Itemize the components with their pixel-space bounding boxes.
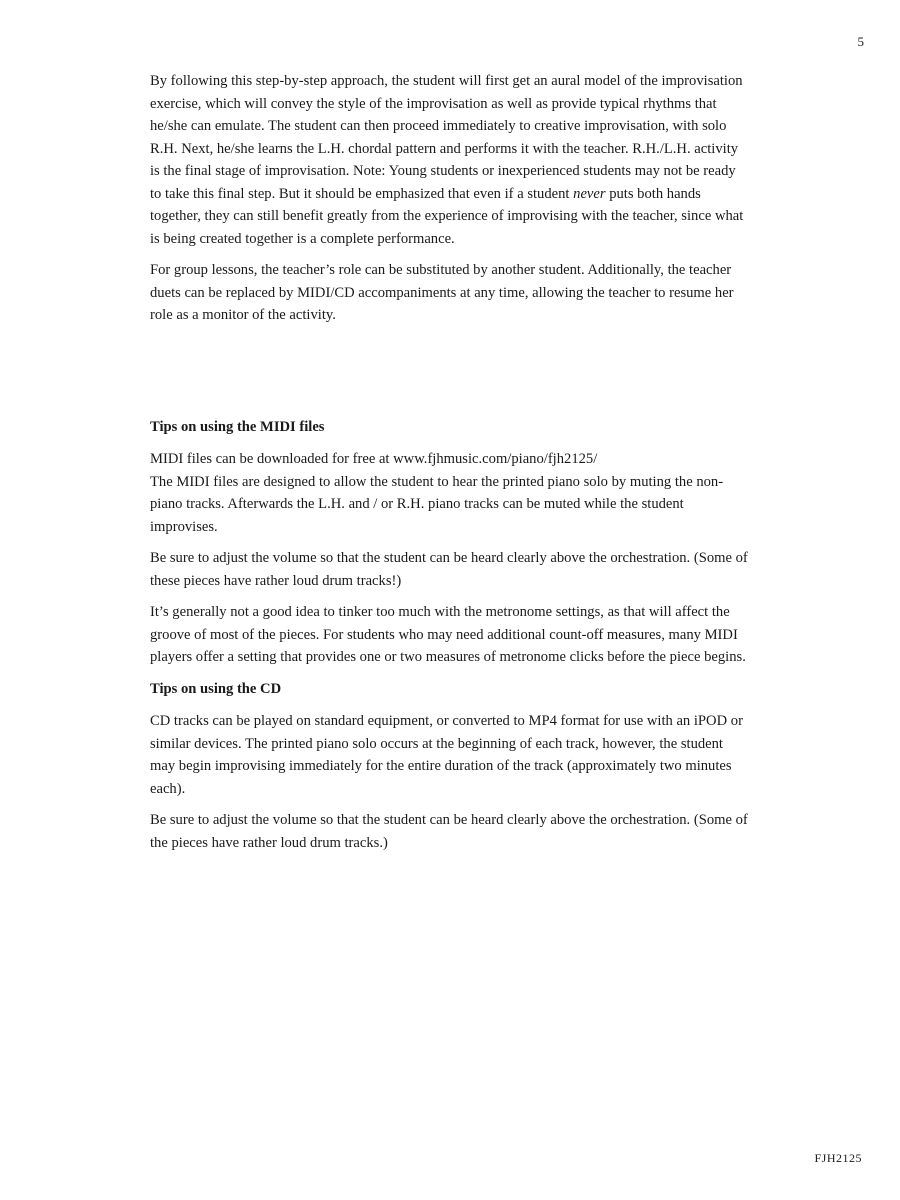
intro-paragraph-1 <box>150 70 750 250</box>
intro-paragraph-2: For group lessons, the teacher’s role can be substituted by another student. Additionally, the teacher duets can be replaced by MIDI/CD accompaniments at any time, allowing the teacher to resume her role as a monitor of the activity. <box>150 262 734 323</box>
intro-paragraph-1-start: By following this step-by-step approach, the student will first get an aural model of the improvisation exercise, which will convey the style of the improvisation as well as provide typical rhythms that he/she can emulate. The student can then proceed immediately to creative improvisation, with solo R.H. Next, he/she learns the L.H. chordal pattern and performs it with the teacher. R.H./L.H. activity is the final stage of improvisation. Note: Young students or inexperienced students may not be ready to take this final step. But it should be emphasized that even if a student <box>150 73 743 202</box>
midi-download-line: MIDI files can be downloaded for free at www.fjhmusic.com/piano/fjh2125/ <box>150 451 598 467</box>
cd-paragraph-1: CD tracks can be played on standard equipment, or converted to MP4 format for use with an iPOD or similar devices. The printed piano solo occurs at the beginning of each track, however, the student may begin improvising immediately for the entire duration of the track (approximately two minutes each). <box>150 713 743 797</box>
midi-section-heading: Tips on using the MIDI files <box>150 418 325 435</box>
intro-paragraph-1-end: puts both hands together, they can still benefit greatly from the experience of improvising with the teacher, since what is being created together is a complete performance. <box>150 185 744 247</box>
page-body <box>150 70 750 863</box>
footer-code: FJH2125 <box>814 1151 862 1165</box>
page-number: 5 <box>857 34 864 49</box>
midi-paragraph-3: It’s generally not a good idea to tinker too much with the metronome settings, as that will affect the groove of most of the pieces. For students who may need additional count-off measures, many MIDI players offer a setting that provides one or two measures of metronome clicks before the piece begins. <box>150 604 746 665</box>
section-spacer <box>150 336 750 416</box>
cd-paragraph-2: Be sure to adjust the volume so that the student can be heard clearly above the orchestration. (Some of the pieces have rather loud drum tracks.) <box>150 812 748 851</box>
midi-paragraph-1: The MIDI files are designed to allow the student to hear the printed piano solo by muting the non-piano tracks. Afterwards the L.H. and / or R.H. piano tracks can be muted while the student improvises. <box>150 473 724 535</box>
cd-section-heading: Tips on using the CD <box>150 680 282 697</box>
midi-paragraph-2: Be sure to adjust the volume so that the student can be heard clearly above the orchestration. (Some of these pieces have rather loud drum tracks!) <box>150 550 748 589</box>
emphasis-never: never <box>573 185 606 202</box>
